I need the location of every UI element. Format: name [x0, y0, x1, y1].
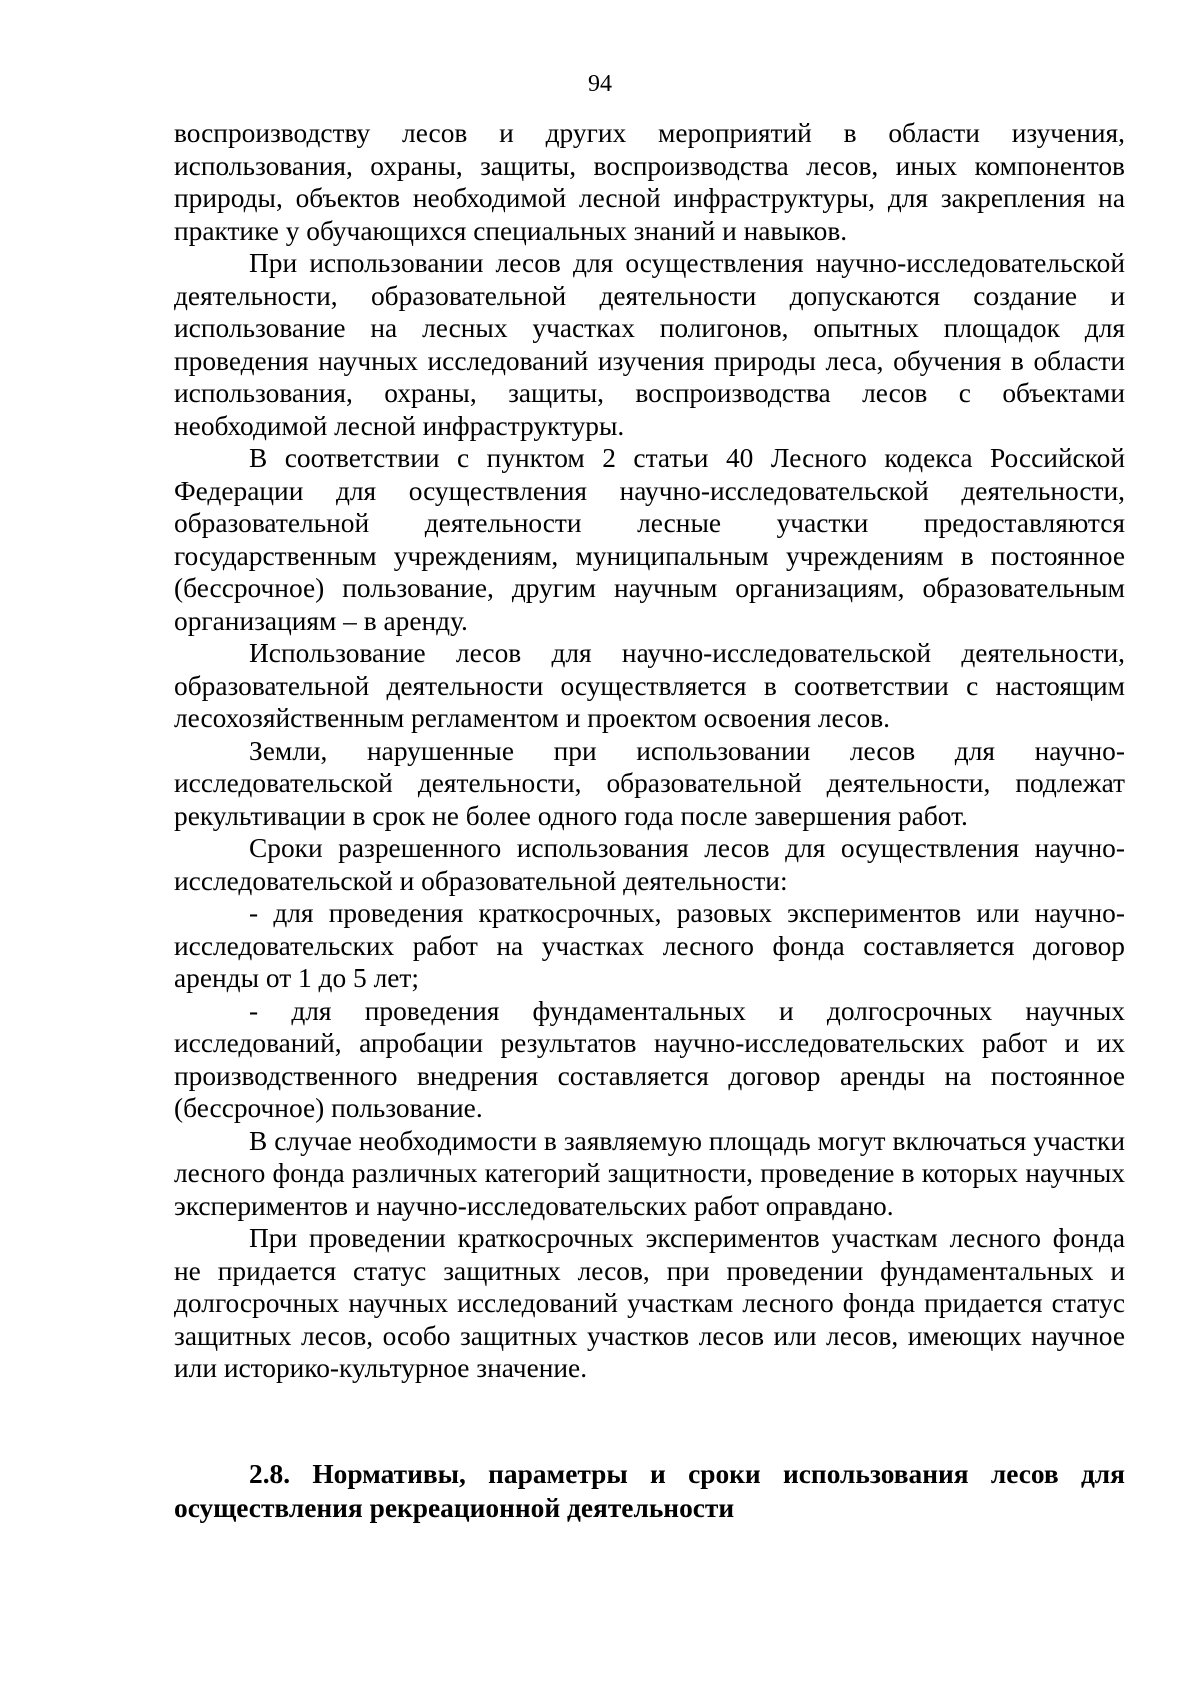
paragraph-forest-code: В соответствии с пунктом 2 статьи 40 Лесного кодекса Российской Федерации для осуществления научно-исследовательской деятельности, образовательной деятельности лесные участки предоставляются государственным учреждениям, муниципальным учреждениям в постоянное (бессрочное) пользование, другим научным организациям, образовательным организациям – в аренду. [174, 443, 1125, 636]
paragraph-forest-use: Использование лесов для научно-исследовательской деятельности, образовательной деятельности осуществляется в соответствии с настоящим лесохозяйственным регламентом и проектом освоения лесов. [174, 638, 1125, 733]
list-item-long-term: - для проведения фундаментальных и долгосрочных научных исследований, апробации результатов научно-исследовательских работ и их производственного внедрения составляется договор аренды на постоянное (бессрочное) пользование. [174, 995, 1125, 1123]
document-body [174, 117, 1125, 1385]
section-heading: 2.8. Нормативы, параметры и сроки использования лесов для осуществления рекреационной деятельности [174, 1459, 1125, 1523]
paragraph-protection-categories: В случае необходимости в заявляемую площадь могут включаться участки лесного фонда различных категорий защитности, проведение в которых научных экспериментов и научно-исследовательских работ оправдано. [174, 1125, 1125, 1221]
paragraph-research-activity: При использовании лесов для осуществления научно-исследовательской деятельности, образовательной деятельности допускаются создание и использование на лесных участках полигонов, опытных площадок для проведения научных исследований изучения природы леса, обучения в области использования, охраны, защиты, воспроизводства лесов с объектами необходимой лесной инфраструктуры. [174, 248, 1125, 441]
paragraph-terms: Сроки разрешенного использования лесов для осуществления научно-исследовательской и образовательной деятельности: [174, 833, 1125, 896]
page-number: 94 [588, 71, 612, 97]
paragraph-continuation: воспроизводству лесов и других мероприятий в области изучения, использования, охраны, защиты, воспроизводства лесов, иных компонентов природы, объектов необходимой лесной инфраструктуры, для закрепления на практике у обучающихся специальных знаний и навыков. [174, 118, 1125, 246]
paragraph-protective-status: При проведении краткосрочных экспериментов участкам лесного фонда не придается статус защитных лесов, при проведении фундаментальных и долгосрочных научных исследований участкам лесного фонда придается статус защитных лесов, особо защитных участков лесов или лесов, имеющих научное или историко-культурное значение. [174, 1223, 1125, 1383]
paragraph-land-recultivation: Земли, нарушенные при использовании лесов для научно-исследовательской деятельности, образовательной деятельности, подлежат рекультивации в срок не более одного года после завершения работ. [174, 735, 1125, 831]
list-item-short-term: - для проведения краткосрочных, разовых экспериментов или научно-исследовательских работ на участках лесного фонда составляется договор аренды от 1 до 5 лет; [174, 898, 1125, 993]
